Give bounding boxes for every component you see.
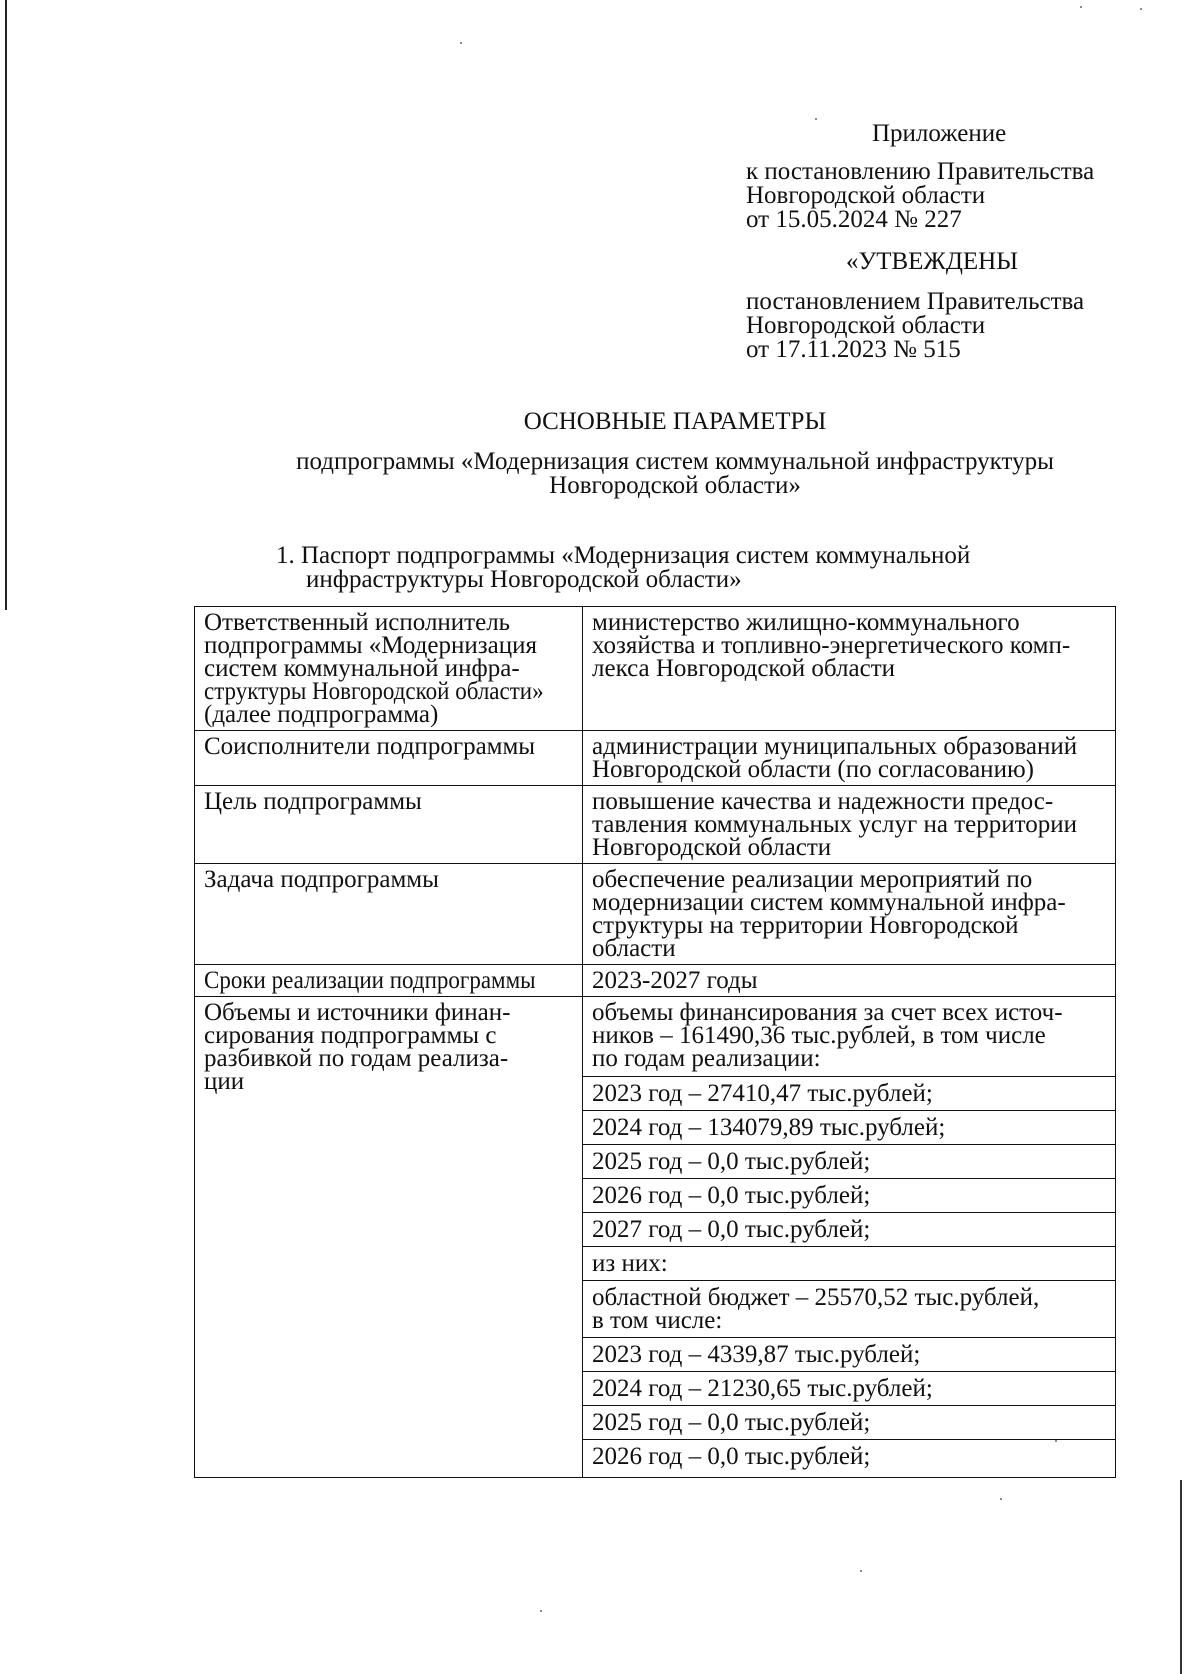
- scan-speck: [540, 1610, 542, 1612]
- cell-text: тавления коммунальных услуг на территории: [592, 811, 1077, 838]
- row-value-cell: [583, 731, 1116, 786]
- cell-text: Задача подпрограммы: [204, 866, 439, 893]
- cell-text: 2023-2027 годы: [592, 967, 758, 994]
- section-heading: [276, 544, 1156, 592]
- financing-intro: [592, 1001, 1107, 1076]
- scan-speck: [1140, 8, 1142, 10]
- passport-table: [194, 606, 1116, 1478]
- appendix-line: к постановлению Правительства: [746, 158, 1095, 185]
- financing-item: областной бюджет – 25570,52 тыс.рублей, в том числе:: [583, 1280, 1115, 1337]
- financing-item: 2027 год – 0,0 тыс.рублей;: [583, 1212, 1115, 1246]
- table-row: [195, 786, 1116, 864]
- scan-speck: [1080, 6, 1082, 8]
- cell-text: обеспечение реализации мероприятий по: [592, 866, 1033, 893]
- scan-edge-left: [5, 0, 7, 610]
- financing-label-cell: [195, 997, 583, 1478]
- cell-text: по годам реализации:: [592, 1045, 821, 1072]
- scan-speck: [460, 42, 462, 44]
- approved-heading: «УТВЕЖДЕНЫ: [846, 248, 1018, 275]
- approved-line: от 17.11.2023 № 515: [746, 336, 961, 363]
- cell-text: Сроки реализации подпрограммы: [204, 967, 536, 994]
- cell-text: ников – 161490,36 тыс.рублей, в том числе: [592, 1022, 1046, 1049]
- table-row: [195, 731, 1116, 786]
- financing-item: 2024 год – 134079,89 тыс.рублей;: [583, 1110, 1115, 1144]
- row-value-cell: [583, 965, 1116, 997]
- cell-text: структуры на территории Новгородской: [592, 912, 1019, 939]
- cell-text: лекса Новгородской области: [592, 655, 896, 682]
- cell-text: объемы финансирования за счет всех источ-: [592, 999, 1063, 1026]
- cell-text: систем коммунальной инфра-: [204, 655, 520, 682]
- cell-text: Соисполнители подпрограммы: [204, 733, 536, 760]
- section-heading-line: инфраструктуры Новгородской области»: [306, 566, 742, 593]
- appendix-line: Новгородской области: [746, 182, 986, 209]
- financing-item: 2026 год – 0,0 тыс.рублей;: [583, 1178, 1115, 1212]
- appendix-approval-block: [746, 122, 1186, 362]
- financing-item: 2023 год – 4339,87 тыс.рублей;: [583, 1337, 1115, 1371]
- row-label-cell: [195, 864, 583, 965]
- appendix-heading: Приложение: [872, 120, 1007, 147]
- scan-edge-right: [1180, 1480, 1182, 1674]
- cell-text: области: [592, 935, 676, 962]
- cell-text: повышение качества и надежности предос-: [592, 788, 1054, 815]
- document-title: ОСНОВНЫЕ ПАРАМЕТРЫ: [523, 408, 827, 435]
- cell-text: модернизации систем коммунальной инфра-: [592, 889, 1066, 916]
- row-label-cell: [195, 607, 583, 731]
- cell-text: Ответственный исполнитель: [204, 609, 511, 636]
- financing-item: из них:: [583, 1246, 1115, 1280]
- financing-item: 2025 год – 0,0 тыс.рублей;: [583, 1144, 1115, 1178]
- financing-item: 2023 год – 27410,47 тыс.рублей;: [583, 1076, 1115, 1110]
- financing-values-cell: [583, 997, 1116, 1478]
- cell-text: структуры Новгородской области»: [204, 678, 544, 705]
- cell-text: Новгородской области: [592, 834, 832, 861]
- cell-text: администрации муниципальных образований: [592, 733, 1078, 760]
- row-label-cell: [195, 965, 583, 997]
- cell-text: подпрограммы «Модернизация: [204, 632, 537, 659]
- cell-text: (далее подпрограмма): [204, 701, 439, 728]
- financing-item: 2025 год – 0,0 тыс.рублей;: [583, 1405, 1115, 1439]
- table-row: [195, 965, 1116, 997]
- cell-text: ции: [204, 1068, 245, 1095]
- approved-line: постановлением Правительства: [746, 288, 1085, 315]
- cell-text: сирования подпрограммы с: [204, 1022, 497, 1049]
- scan-speck: [815, 118, 817, 120]
- row-label-cell: [195, 731, 583, 786]
- financing-item: 2024 год – 21230,65 тыс.рублей;: [583, 1371, 1115, 1405]
- cell-text: Объемы и источники финан-: [204, 999, 511, 1026]
- row-value-cell: [583, 786, 1116, 864]
- cell-text: хозяйства и топливно-энергетического комп-: [592, 632, 1071, 659]
- row-value-cell: [583, 607, 1116, 731]
- appendix-line: от 15.05.2024 № 227: [746, 206, 962, 233]
- cell-text: Новгородской области (по согласованию): [592, 756, 1034, 783]
- cell-text: министерство жилищно-коммунального: [592, 609, 1020, 636]
- subtitle-line: подпрограммы «Модернизация систем коммунальной инфраструктуры: [296, 448, 1054, 475]
- cell-text: Цель подпрограммы: [204, 788, 422, 815]
- scan-speck: [860, 1570, 862, 1572]
- row-label-cell: [195, 786, 583, 864]
- document-subtitle: [0, 450, 1200, 498]
- section-heading-line: 1. Паспорт подпрограммы «Модернизация систем коммунальной: [276, 542, 971, 569]
- row-value-cell: [583, 864, 1116, 965]
- table-row: [195, 864, 1116, 965]
- table-row-financing: [195, 997, 1116, 1478]
- financing-item: 2026 год – 0,0 тыс.рублей;: [583, 1439, 1115, 1473]
- cell-text: разбивкой по годам реализа-: [204, 1045, 509, 1072]
- subtitle-line: Новгородской области»: [549, 472, 801, 499]
- table-row: [195, 607, 1116, 731]
- scan-speck: [1000, 1498, 1002, 1500]
- approved-line: Новгородской области: [746, 312, 986, 339]
